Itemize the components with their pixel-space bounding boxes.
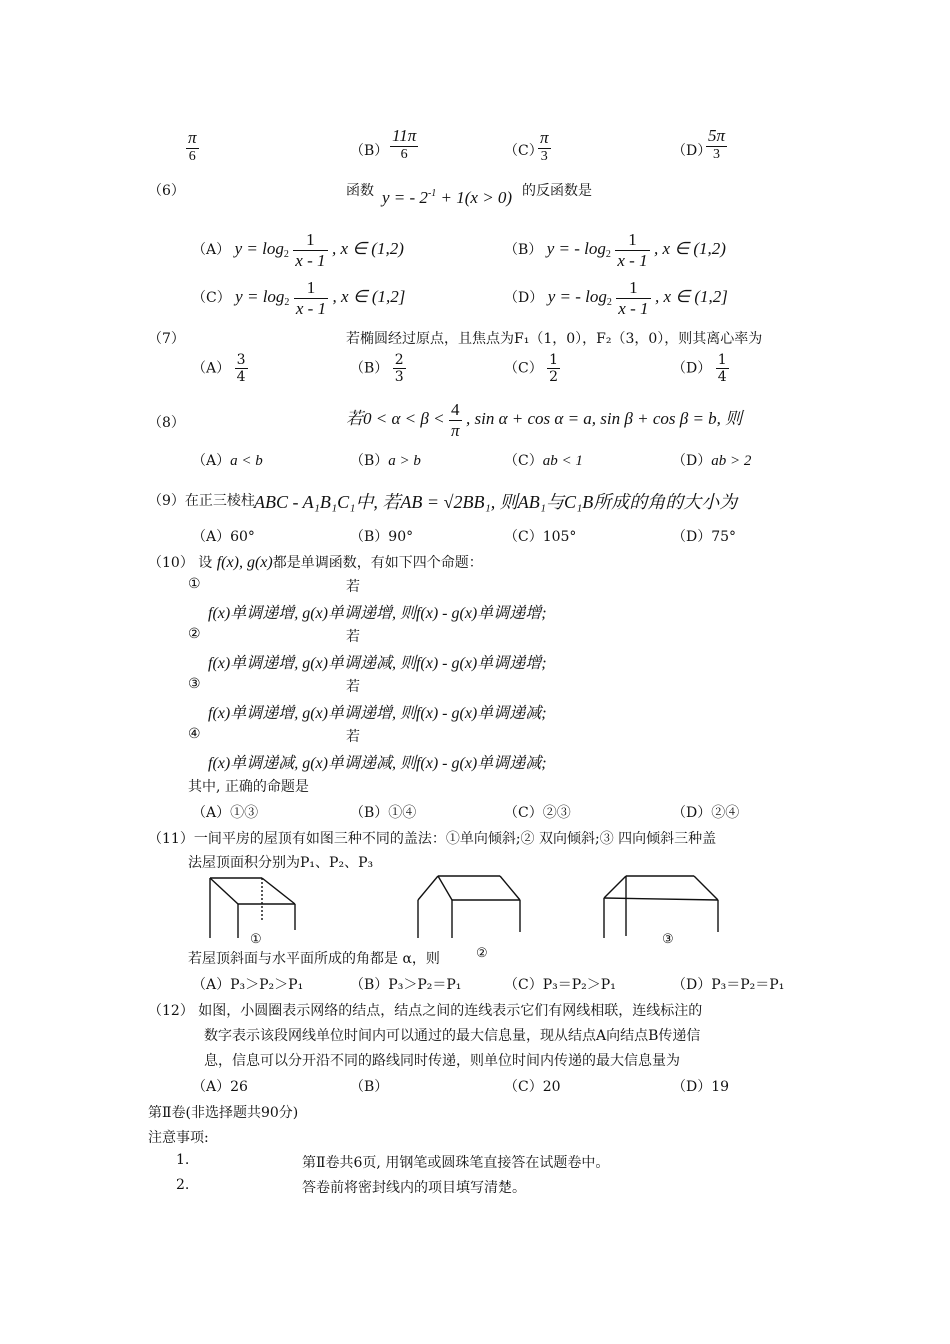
part2-notes-title: 注意事项:	[148, 1130, 209, 1146]
part2-note-2-number: 2.	[176, 1177, 190, 1193]
q9-option-b: （B）90°	[350, 529, 414, 545]
q12-option-c: （C）20	[504, 1079, 561, 1095]
q12-stem-line3: 息，信息可以分开沿不同的路线同时传递，则单位时间内传递的最大信息量为	[204, 1053, 680, 1069]
part2-note-1-text: 第Ⅱ卷共6页, 用钢笔或圆珠笔直接答在试题卷中。	[302, 1155, 610, 1171]
q11-option-d: （D）P₃＝P₂＝P₁	[672, 977, 785, 993]
q5-option-b-label: （B）	[350, 143, 389, 159]
q6-option-d: （D） y = - $\log_2$ $\frac{1}{x - 1}$ , x ∈ (1,2]	[504, 278, 728, 318]
q10-item-4-ruo: 若	[346, 729, 360, 745]
q9-option-c: （C）105°	[504, 529, 577, 545]
q6-option-c: （C） $y = \log_2$ $\frac{1}{x - 1}$ , x ∈ (1,2]	[192, 278, 406, 318]
q8-option-d: （D）ab > 2	[672, 453, 752, 469]
roof-figure-3	[604, 876, 718, 938]
q10-item-1-ruo: 若	[346, 579, 360, 595]
q5-option-c: π 3	[540, 128, 549, 164]
q11-stem-line2: 法屋顶面积分别为P₁、P₂、P₃	[188, 855, 374, 871]
q10-item-2-mark: ②	[188, 626, 201, 642]
q9-option-d: （D）75°	[672, 529, 737, 545]
q10-item-3-ruo: 若	[346, 679, 360, 695]
q11-option-a: （A）P₃＞P₂＞P₁	[192, 977, 304, 993]
q10-item-3-mark: ③	[188, 676, 201, 692]
q8-stem: 若0 < α < β < $\frac{4}{\pi}$ , sin α + cos α = a, sin β + cos β = b, 则	[346, 400, 743, 440]
q10-item-4-mark: ④	[188, 726, 201, 742]
q7-stem: 若椭圆经过原点，且焦点为F₁（1，0），F₂（3，0），则其离心率为	[346, 331, 763, 347]
q8-option-b: （B）a > b	[350, 453, 421, 469]
q6-option-a: （A） $y = \log_2$ $\frac{1}{x - 1}$ , x ∈ (1,2)	[192, 230, 404, 270]
q11-option-b: （B）P₃＞P₂＝P₁	[350, 977, 462, 993]
q10-stem: （10） 设 f(x), g(x)都是单调函数，有如下四个命题：	[148, 554, 483, 571]
q11-condition: 若屋顶斜面与水平面所成的角都是 α，则	[188, 951, 440, 967]
q6-stem: 函数	[346, 183, 374, 199]
q5-option-b: 11π 6	[392, 126, 417, 162]
roof-figures	[200, 868, 760, 950]
q10-item-1-mark: ①	[188, 576, 201, 592]
q6-formula: y = - $2^{-1} + 1(x > 0)$	[382, 188, 513, 207]
roof-figure-1-label: ①	[250, 932, 262, 947]
q9-stem: （9）在正三棱柱	[148, 493, 255, 509]
q7-option-a: （A） $\frac{3}{4}$	[192, 352, 246, 386]
q12-stem-line1: （12） 如图，小圆圈表示网络的结点，结点之间的连线表示它们有网线相联，连线标注的	[148, 1003, 703, 1019]
q10-option-b: （B）①④	[350, 805, 417, 821]
roof-figure-2-label: ②	[476, 946, 488, 961]
q11-stem-line1: （11）一间平房的屋顶有如图三种不同的盖法：①单向倾斜;② 双向倾斜;③ 四向倾斜三种盖	[148, 831, 717, 847]
q7-option-d: （D） $\frac{1}{4}$	[672, 352, 727, 386]
q9-formula: ABC - A₁B₁C₁中, 若AB = √2BB₁, 则AB₁与C₁B所成的角的大小为	[254, 492, 738, 512]
q6-option-b: （B） y = - $\log_2$ $\frac{1}{x - 1}$ , x ∈ (1,2)	[504, 230, 726, 270]
q10-conclusion: 其中, 正确的命题是	[188, 779, 309, 795]
part2-note-1-number: 1.	[176, 1152, 190, 1168]
q8-number: （8）	[148, 415, 185, 431]
q12-stem-line2: 数字表示该段网线单位时间内可以通过的最大信息量，现从结点A向结点B传递信	[204, 1028, 701, 1044]
q8-option-c: （C）ab < 1	[504, 453, 583, 469]
q5-option-d: 5π 3	[708, 126, 726, 162]
q7-option-b: （B） $\frac{2}{3}$	[350, 352, 404, 386]
q10-item-1-text: f(x)单调递增, g(x)单调递增, 则f(x) - g(x)单调递增;	[208, 605, 547, 622]
q5-option-a: π 6	[188, 128, 197, 164]
q9-option-a: （A）60°	[192, 529, 255, 545]
q5-option-d-label: （D）	[672, 143, 712, 159]
q10-item-2-ruo: 若	[346, 629, 360, 645]
q10-item-3-text: f(x)单调递增, g(x)单调递增, 则f(x) - g(x)单调递减;	[208, 705, 547, 722]
q6-number: （6）	[148, 183, 185, 199]
q5-option-c-label: （C）	[504, 143, 543, 159]
q7-number: （7）	[148, 331, 185, 347]
q10-item-4-text: f(x)单调递减, g(x)单调递减, 则f(x) - g(x)单调递减;	[208, 755, 547, 772]
q10-option-c: （C）②③	[504, 805, 571, 821]
roof-figure-1	[210, 878, 295, 938]
q10-option-d: （D）②④	[672, 805, 740, 821]
part2-note-2-text: 答卷前将密封线内的项目填写清楚。	[302, 1180, 526, 1196]
q10-item-2-text: f(x)单调递增, g(x)单调递减, 则f(x) - g(x)单调递增;	[208, 655, 547, 672]
q8-option-a: （A）a < b	[192, 453, 263, 469]
q10-option-a: （A）①③	[192, 805, 259, 821]
q12-option-a: （A）26	[192, 1079, 248, 1095]
roof-figure-3-label: ③	[662, 932, 674, 947]
q12-option-b: （B）	[350, 1079, 389, 1095]
q11-option-c: （C）P₃＝P₂＞P₁	[504, 977, 616, 993]
q7-option-c: （C） $\frac{1}{2}$	[504, 352, 559, 386]
roof-figure-2	[418, 876, 520, 938]
q6-stem-post: 的反函数是	[522, 183, 592, 199]
part2-title: 第Ⅱ卷(非选择题共90分)	[148, 1105, 299, 1121]
q12-option-d: （D）19	[672, 1079, 730, 1095]
